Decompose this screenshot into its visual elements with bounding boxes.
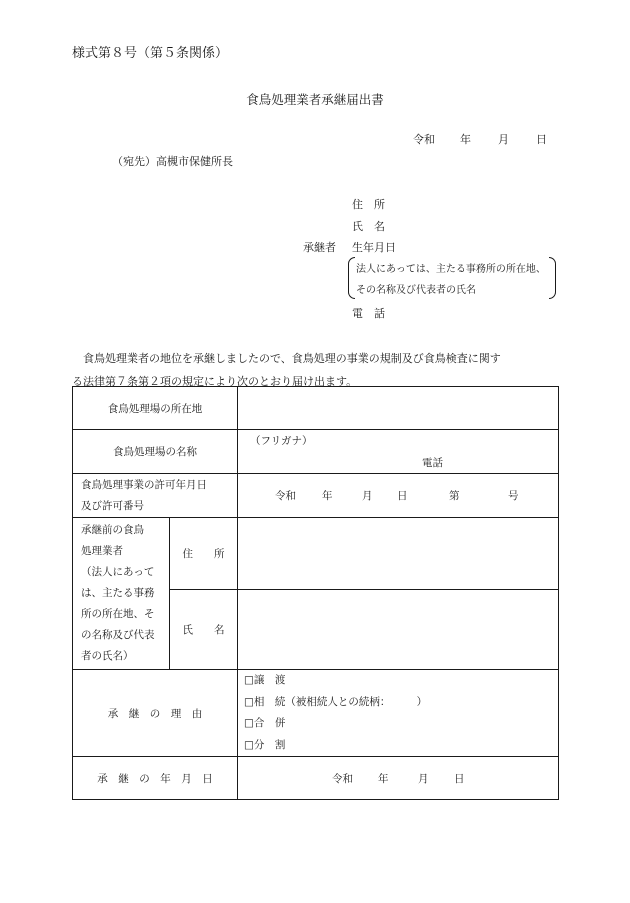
row-facility-name — [73, 430, 559, 474]
prev-address-label: 住 所 — [170, 518, 238, 590]
date-era: 令和 — [413, 133, 435, 146]
facility-name-field[interactable] — [238, 430, 559, 474]
row-succession-date — [73, 757, 559, 800]
succession-form-table — [72, 386, 559, 800]
applicant-address-label: 住 所 — [352, 198, 385, 211]
succession-day: 日 — [454, 773, 465, 785]
date-year: 年 — [460, 133, 471, 146]
permit-day: 日 — [397, 490, 408, 502]
prev-label-line-7: 者の氏名） — [81, 650, 134, 662]
succession-era: 令和 — [332, 773, 353, 785]
reason-split-checkbox[interactable]: □分 割 — [244, 738, 286, 751]
applicant-birthdate-label: 生年月日 — [352, 241, 396, 254]
prev-operator-label — [73, 518, 170, 670]
facility-location-field[interactable] — [238, 387, 559, 430]
body-line-2: る法律第７条第２項の規定により次のとおり届け出ます。 — [72, 375, 358, 388]
prev-label-line-2: 処理業者 — [81, 545, 123, 557]
addressee: （宛先）高槻市保健所長 — [112, 155, 233, 168]
prev-label-line-4: は、主たる事務 — [81, 587, 155, 599]
succession-date-label: 承 継 の 年 月 日 — [73, 757, 238, 800]
applicant-role-label: 承継者 — [303, 241, 336, 254]
corporate-note — [348, 257, 556, 299]
facility-phone-label: 電話 — [422, 457, 443, 469]
applicant-name-label: 氏 名 — [352, 220, 385, 233]
prev-label-line-3: （法人にあって — [81, 566, 155, 578]
succession-date-field[interactable] — [238, 757, 559, 800]
date-month: 月 — [498, 133, 509, 146]
reason-merger-checkbox[interactable]: □合 併 — [244, 717, 286, 729]
row-reason — [73, 670, 559, 757]
prev-name-field[interactable] — [238, 590, 559, 670]
row-facility-location — [73, 387, 559, 430]
left-paren-bracket — [348, 257, 355, 299]
permit-label-line-2: 及び許可番号 — [81, 499, 144, 512]
permit-era: 令和 — [275, 490, 296, 502]
form-number: 様式第８号（第５条関係） — [72, 46, 229, 61]
furigana-label: （フリガナ） — [250, 435, 313, 447]
reason-transfer-checkbox[interactable]: □譲 渡 — [244, 674, 286, 686]
prev-label-line-5: 所の所在地、そ — [81, 608, 155, 620]
succession-year: 年 — [378, 773, 389, 785]
prev-label-line-1: 承継前の食鳥 — [81, 524, 144, 536]
prev-label-line-6: の名称及び代表 — [81, 629, 155, 641]
reason-inheritance-checkbox[interactable]: □相 続（被相続人との続柄： ） — [244, 695, 428, 708]
facility-name-label: 食鳥処理場の名称 — [73, 430, 238, 474]
body-line-1: 食鳥処理業者の地位を承継しましたので、食鳥処理の事業の規制及び食鳥検査に関す — [72, 352, 501, 365]
reason-label: 承 継 の 理 由 — [73, 670, 238, 757]
facility-location-label: 食鳥処理場の所在地 — [73, 387, 238, 430]
permit-month: 月 — [362, 490, 373, 502]
corporate-note-line-2: その名称及び代表者の氏名 — [356, 285, 476, 296]
document-title: 食鳥処理業者承継届出書 — [246, 92, 384, 107]
right-paren-bracket — [549, 257, 556, 299]
permit-no-prefix: 第 — [449, 490, 460, 502]
row-prev-address — [73, 518, 559, 590]
prev-name-label: 氏 名 — [170, 590, 238, 670]
prev-address-field[interactable] — [238, 518, 559, 590]
permit-year: 年 — [322, 490, 333, 502]
corporate-note-line-1: 法人にあっては、主たる事務所の所在地、 — [356, 264, 546, 275]
permit-no-suffix: 号 — [508, 490, 519, 502]
row-permit — [73, 474, 559, 518]
applicant-phone-label: 電 話 — [352, 307, 385, 320]
date-day: 日 — [536, 133, 547, 146]
succession-month: 月 — [418, 773, 429, 785]
permit-label-line-1: 食鳥処理事業の許可年月日 — [81, 478, 207, 491]
permit-label — [73, 474, 238, 518]
permit-field[interactable] — [238, 474, 559, 518]
reason-options — [238, 670, 559, 757]
